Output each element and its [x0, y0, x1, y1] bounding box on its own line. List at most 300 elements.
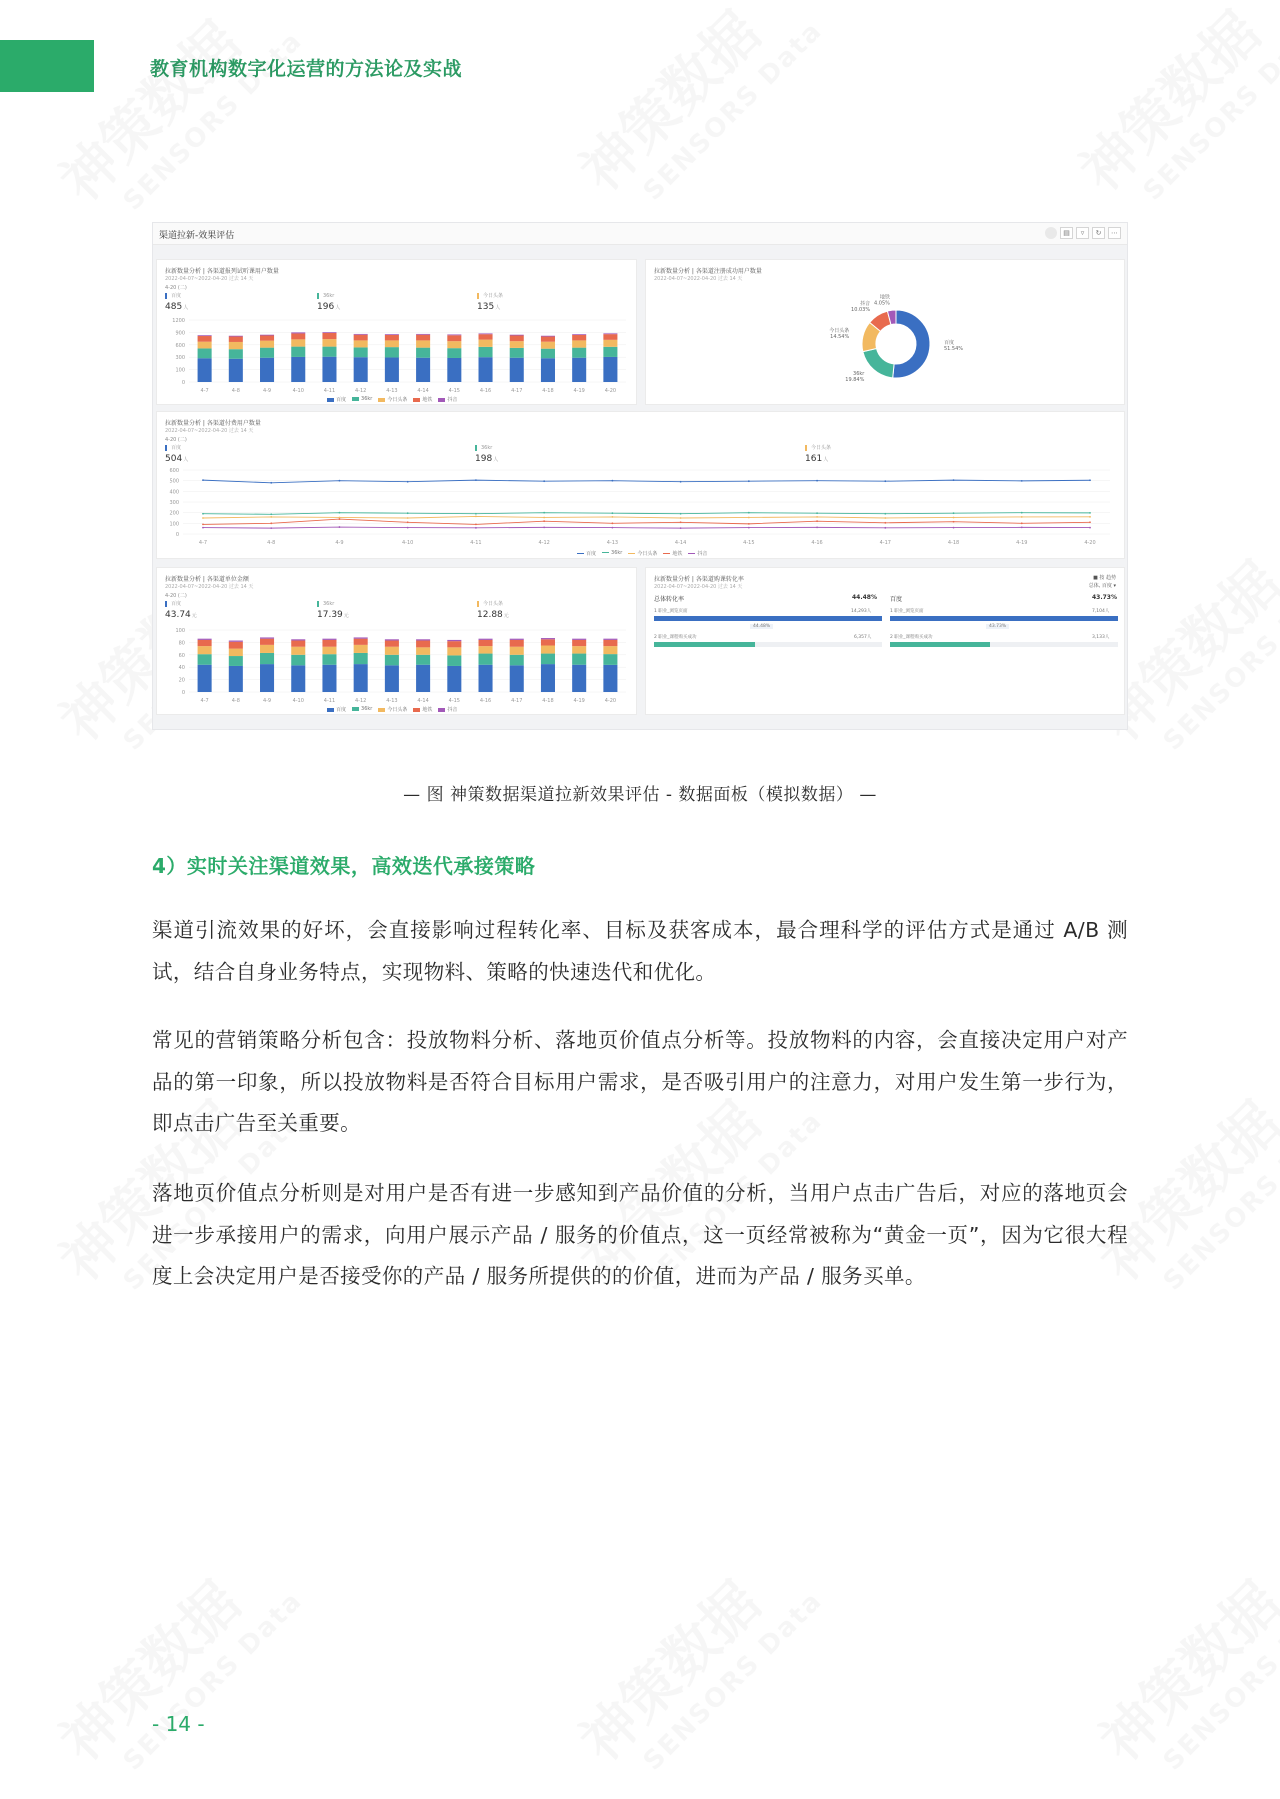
panel-title: 拉新数量分析 | 各渠道购课转化率: [654, 576, 744, 583]
panel-date: 4-20 (二): [165, 285, 187, 291]
legend-item[interactable]: 今日头条: [628, 550, 657, 557]
funnel-icon[interactable]: ▿: [1076, 227, 1089, 239]
data-point: [680, 513, 682, 515]
data-point: [339, 480, 341, 482]
bar-segment: [354, 357, 368, 382]
x-tick-label: 4-13: [386, 698, 398, 704]
stat-baidu: 百度 504人: [165, 445, 189, 464]
panel-date: 4-20 (二): [165, 593, 187, 599]
bar-segment: [603, 334, 617, 340]
legend-item[interactable]: 地铁: [413, 396, 432, 403]
x-tick-label: 4-10: [402, 540, 414, 546]
bar-segment: [385, 334, 399, 335]
x-tick-label: 4-7: [200, 698, 209, 704]
data-point: [816, 526, 818, 528]
x-tick-label: 4-17: [511, 388, 523, 394]
header-accent-bar: [0, 40, 94, 92]
bar-segment: [479, 334, 493, 339]
slice-value-label: 51.54%: [943, 346, 964, 353]
y-tick-label: 600: [175, 342, 185, 349]
slice-label: 今日头条: [829, 327, 850, 334]
data-point: [816, 520, 818, 522]
stat-baidu: 百度 43.74元: [165, 601, 197, 620]
panel-registered-users: [645, 259, 1125, 405]
bar-segment: [229, 359, 243, 382]
bar-segment: [385, 665, 399, 692]
data-point: [339, 512, 341, 514]
bar-segment: [572, 654, 586, 665]
x-tick-label: 4-11: [323, 388, 336, 394]
bar-segment: [572, 335, 586, 340]
data-point: [543, 512, 545, 514]
bar-segment: [416, 335, 430, 341]
bar-segment: [479, 357, 493, 382]
data-point: [339, 526, 341, 528]
chart-legend: [327, 706, 457, 713]
bar-segment: [260, 335, 274, 336]
y-tick-label: 0: [175, 532, 179, 538]
bar-segment: [447, 666, 461, 692]
bar-segment: [229, 336, 243, 337]
bar-segment: [291, 665, 305, 692]
bar-segment: [354, 653, 368, 664]
bar-segment: [510, 639, 524, 640]
data-point: [407, 517, 409, 519]
x-tick-label: 4-16: [479, 388, 492, 394]
slice-label: 百度: [943, 340, 954, 347]
data-point: [1021, 512, 1023, 514]
bar-segment: [198, 348, 212, 358]
bar-segment: [479, 347, 493, 357]
data-point: [475, 513, 477, 515]
funnel-count: 6,357人: [854, 635, 872, 640]
x-tick-label: 4-13: [606, 540, 619, 546]
bar-segment: [260, 639, 274, 645]
bar-segment: [479, 654, 493, 665]
legend-item[interactable]: 百度: [327, 396, 346, 403]
bar-segment: [479, 665, 493, 692]
filter-icon[interactable]: ▤: [1060, 227, 1073, 239]
bar-segment: [198, 639, 212, 640]
bar-segment: [229, 642, 243, 649]
data-point: [680, 481, 682, 483]
stat-36kr: 36kr 196人: [317, 293, 341, 312]
bar-segment: [385, 357, 399, 382]
bar-segment: [479, 640, 493, 646]
x-tick-label: 4-18: [542, 388, 554, 394]
bar-segment: [541, 336, 555, 337]
segment-dropdown[interactable]: 总体, 百度 ▾: [1088, 583, 1116, 589]
body-paragraph: 渠道引流效果的好坏，会直接影响过程转化率、目标及获客成本，最合理科学的评估方式是通过 A/B 测试，结合自身业务特点，实现物料、策略的快速迭代和优化。: [152, 918, 1128, 984]
watermark: [560, 1529, 829, 1798]
slice-value-label: 14.54%: [830, 333, 850, 340]
slice-value-label: 19.84%: [845, 377, 865, 384]
donut-chart: [646, 284, 1124, 404]
bar-segment: [198, 640, 212, 646]
bar-segment: [416, 639, 430, 640]
bar-segment: [198, 654, 212, 665]
data-point: [202, 479, 204, 481]
bar-segment: [322, 639, 336, 640]
bar-segment: [260, 664, 274, 692]
bar-segment: [416, 655, 430, 665]
y-tick-label: 0: [181, 380, 185, 386]
funnel-count: 14,293人: [851, 609, 872, 614]
bar-segment: [416, 358, 430, 382]
x-tick-label: 4-11: [470, 540, 482, 546]
more-icon[interactable]: [1045, 227, 1057, 239]
data-point: [884, 522, 886, 524]
x-tick-label: 4-14: [417, 698, 429, 704]
x-tick-label: 4-10: [292, 388, 304, 394]
data-point: [543, 520, 545, 522]
dashboard-toolbar: [1045, 227, 1121, 239]
bar-segment: [354, 664, 368, 692]
body-paragraph: 常见的营销策略分析包含：投放物料分析、落地页价值点分析等。投放物料的内容，会直接决定用户对产品的第一印象，所以投放物料是否符合目标用户需求，是否吸引用户的注意力，对用户发生第一步行为，即点击广告至关重要。: [152, 1028, 1128, 1135]
data-point: [748, 517, 750, 519]
bar-segment: [603, 640, 617, 646]
data-point: [1089, 521, 1091, 523]
x-tick-label: 4-8: [231, 698, 240, 704]
bar-segment: [229, 649, 243, 656]
bar-segment: [479, 333, 493, 334]
data-point: [816, 512, 818, 514]
y-tick-label: 200: [169, 510, 179, 517]
legend-item[interactable]: 抖音: [438, 706, 457, 713]
bar-segment: [510, 640, 524, 647]
bar-segment: [541, 358, 555, 382]
data-point: [339, 517, 341, 519]
bar-segment: [479, 340, 493, 347]
bar-segment: [229, 666, 243, 692]
x-tick-label: 4-8: [267, 540, 276, 546]
bar-segment: [354, 645, 368, 653]
x-tick-label: 4-9: [335, 540, 344, 546]
data-point: [407, 512, 409, 514]
data-point: [1021, 480, 1023, 482]
section-heading: 4）实时关注渠道效果，高效迭代承接策略: [152, 854, 536, 878]
x-tick-label: 4-12: [354, 388, 367, 394]
bar-segment: [603, 654, 617, 665]
stacked-bar-chart: [157, 316, 636, 396]
refresh-icon[interactable]: ↻: [1092, 227, 1105, 239]
legend-item[interactable]: 今日头条: [378, 706, 407, 713]
x-tick-label: 4-7: [200, 388, 209, 394]
segment-label: 百度: [890, 596, 903, 603]
watermark: [40, 1529, 309, 1798]
bar-segment: [603, 340, 617, 347]
legend-item[interactable]: 36kr: [602, 550, 622, 557]
data-point: [953, 527, 955, 529]
bar-segment: [385, 647, 399, 655]
bar-segment: [603, 357, 617, 382]
bar-segment: [541, 646, 555, 654]
bar-segment: [603, 646, 617, 654]
data-point: [611, 512, 613, 514]
data-point: [748, 512, 750, 514]
bar-segment: [291, 357, 305, 382]
funnel-bar-step1: [654, 616, 882, 621]
bar-segment: [198, 336, 212, 342]
step-conversion: 44.48%: [750, 624, 773, 629]
bar-segment: [385, 641, 399, 647]
bar-segment: [447, 348, 461, 358]
x-tick-label: 4-14: [674, 540, 687, 546]
stat-toutiao: 今日头条 135人: [477, 293, 504, 312]
dashboard-image: [152, 222, 1128, 730]
bar-segment: [447, 641, 461, 647]
bar-segment: [291, 647, 305, 655]
bar-segment: [510, 665, 524, 692]
x-tick-label: 4-19: [573, 698, 585, 704]
bar-segment: [322, 333, 336, 339]
bar-segment: [541, 349, 555, 359]
x-tick-label: 4-15: [448, 388, 461, 394]
y-tick-label: 300: [175, 355, 185, 362]
bar-segment: [229, 337, 243, 342]
x-tick-label: 4-9: [262, 698, 272, 704]
panel-subtitle: 2022-04-07~2022-04-20 过去 14 天: [654, 584, 743, 590]
bar-segment: [260, 341, 274, 348]
bar-segment: [198, 342, 212, 349]
legend-item[interactable]: 抖音: [438, 396, 457, 403]
bar-segment: [354, 639, 368, 645]
bar-segment: [510, 647, 524, 655]
stat-toutiao: 今日头条 12.88元: [477, 601, 509, 620]
x-tick-label: 4-17: [511, 698, 523, 704]
bar-segment: [447, 647, 461, 655]
data-point: [953, 521, 955, 523]
dashboard-header: [153, 223, 1127, 245]
bar-segment: [447, 341, 461, 348]
y-tick-label: 500: [169, 478, 179, 485]
bar-segment: [260, 348, 274, 358]
x-tick-label: 4-20: [604, 698, 617, 704]
watermark: [1080, 1529, 1280, 1798]
bar-segment: [198, 335, 212, 336]
bar-segment: [510, 336, 524, 342]
y-tick-label: 40: [178, 665, 185, 672]
x-tick-label: 4-12: [354, 698, 367, 704]
segment-rate: 43.73%: [1092, 594, 1117, 601]
data-point: [611, 527, 613, 529]
funnel-step: 2 职业_课程购买成功: [890, 635, 933, 640]
data-point: [1089, 516, 1091, 518]
bar-segment: [291, 655, 305, 666]
funnel-bar-step1: [890, 616, 1118, 621]
bar-segment: [385, 639, 399, 640]
bar-segment: [322, 347, 336, 357]
bar-segment: [572, 348, 586, 358]
bar-segment: [541, 342, 555, 349]
slice-value-label: 10.03%: [851, 306, 871, 313]
legend-item[interactable]: 地铁: [663, 550, 682, 557]
line-chart: [157, 466, 1124, 548]
bar-segment: [385, 347, 399, 357]
data-point: [543, 480, 545, 482]
bar-segment: [322, 640, 336, 647]
data-point: [202, 524, 204, 526]
chart-legend: [327, 396, 457, 403]
data-point: [407, 521, 409, 523]
data-point: [680, 521, 682, 523]
bar-segment: [572, 340, 586, 347]
x-tick-label: 4-20: [1084, 540, 1096, 546]
bar-segment: [229, 656, 243, 666]
x-tick-label: 4-19: [573, 388, 585, 394]
data-point: [816, 480, 818, 482]
data-point: [953, 512, 955, 514]
y-tick-label: 600: [169, 468, 179, 474]
chart-legend: [577, 550, 707, 557]
bar-segment: [510, 341, 524, 348]
bar-segment: [260, 637, 274, 638]
legend-item[interactable]: 36kr: [352, 706, 372, 713]
data-point: [611, 516, 613, 518]
data-point: [680, 527, 682, 529]
bar-segment: [291, 641, 305, 647]
panel-subtitle: 2022-04-07~2022-04-20 过去 14 天: [165, 276, 254, 282]
data-point: [475, 524, 477, 526]
panel-title: 拉新数量分析 | 各渠道单位金额: [165, 576, 249, 583]
bar-segment: [229, 342, 243, 349]
funnel-step: 2 职业_课程购买成功: [654, 635, 697, 640]
bar-segment: [291, 347, 305, 357]
watermark: [1060, 0, 1280, 228]
bar-segment: [322, 654, 336, 665]
panel-subtitle: 2022-04-07~2022-04-20 过去 14 天: [165, 428, 254, 434]
data-point: [748, 480, 750, 482]
panel-unit-amount: [156, 567, 637, 715]
panel-subtitle: 2022-04-07~2022-04-20 过去 14 天: [654, 276, 743, 282]
series-line: [203, 516, 1090, 518]
bar-segment: [447, 358, 461, 382]
x-tick-label: 4-8: [231, 388, 240, 394]
bar-segment: [479, 646, 493, 653]
bar-segment: [510, 335, 524, 336]
x-tick-label: 4-19: [1016, 540, 1028, 546]
bar-segment: [572, 646, 586, 653]
bar-segment: [541, 664, 555, 692]
data-point: [611, 522, 613, 524]
data-point: [1021, 522, 1023, 524]
page-number: - 14 -: [152, 1712, 205, 1736]
legend-item[interactable]: 抖音: [688, 550, 707, 557]
x-tick-label: 4-9: [262, 388, 272, 394]
y-tick-label: 60: [178, 652, 185, 659]
x-tick-label: 4-16: [479, 698, 492, 704]
bar-segment: [541, 654, 555, 665]
panel-date: 4-20 (二): [165, 437, 187, 443]
overall-rate: 44.48%: [852, 594, 877, 601]
legend-item[interactable]: 今日头条: [378, 396, 407, 403]
stat-36kr: 36kr 198人: [475, 445, 499, 464]
y-tick-label: 80: [178, 640, 185, 647]
bar-segment: [416, 334, 430, 335]
x-tick-label: 4-7: [198, 540, 208, 546]
body-paragraph: 落地页价值点分析则是对用户是否有进一步感知到产品价值的分析，当用户点击广告后，对应的落地页会进一步承接用户的需求，向用户展示产品 / 服务的价值点，这一页经常被称为“黄金一页”，因为它很大程度上会决定用户是否接受你的产品 / 服务所提供的的价值，进而为产品 / 服务买单。: [152, 1181, 1128, 1288]
funnel-bar-step2: [654, 642, 755, 647]
y-tick-label: 20: [178, 677, 185, 684]
panel-title: 拉新数量分析 | 各渠道报列试听课用户数量: [165, 268, 279, 275]
ellipsis-icon[interactable]: ⋯: [1108, 227, 1121, 239]
bar-segment: [322, 357, 336, 382]
x-tick-label: 4-18: [542, 698, 554, 704]
x-tick-label: 4-10: [292, 698, 304, 704]
bar-segment: [229, 641, 243, 642]
data-point: [202, 517, 204, 519]
legend-item[interactable]: 36kr: [352, 396, 372, 403]
x-tick-label: 4-11: [323, 698, 336, 704]
pie-slice: [863, 349, 894, 378]
dashboard-title: 渠道拉新-效果评估: [159, 231, 235, 241]
watermark: [560, 0, 829, 228]
bar-segment: [322, 339, 336, 346]
data-point: [1021, 516, 1023, 518]
pie-slice: [893, 310, 930, 378]
data-point: [1021, 526, 1023, 528]
x-tick-label: 4-15: [743, 540, 755, 546]
data-point: [884, 480, 886, 482]
bar-segment: [322, 647, 336, 654]
y-tick-label: 100: [169, 521, 179, 528]
step-conversion: 43.73%: [986, 624, 1009, 629]
bar-segment: [572, 665, 586, 692]
legend-item[interactable]: 百度: [577, 550, 596, 557]
panel-trial-users: [156, 259, 637, 405]
legend-item[interactable]: 地铁: [413, 706, 432, 713]
panel-title: 拉新数量分析 | 各渠道付费用户数量: [165, 420, 261, 427]
data-point: [748, 527, 750, 529]
stat-36kr: 36kr 17.39元: [317, 601, 349, 620]
x-tick-label: 4-13: [386, 388, 398, 394]
data-point: [475, 527, 477, 529]
bar-segment: [479, 639, 493, 640]
bar-segment: [603, 347, 617, 357]
bar-segment: [354, 637, 368, 638]
y-tick-label: 300: [169, 500, 179, 506]
data-point: [953, 517, 955, 519]
funnel-step: 1 职业_浏览页面: [654, 609, 688, 614]
funnel-count: 7,104人: [1092, 609, 1110, 614]
view-toggle[interactable]: ■ 按 趋势: [1093, 575, 1116, 581]
bar-segment: [260, 645, 274, 653]
y-tick-label: 1200: [172, 318, 185, 324]
legend-item[interactable]: 百度: [327, 706, 346, 713]
data-point: [270, 527, 272, 529]
data-point: [270, 513, 272, 515]
bar-segment: [510, 358, 524, 382]
series-line: [203, 519, 1090, 524]
slice-label: 抖音: [860, 300, 871, 307]
bar-segment: [447, 640, 461, 641]
bar-segment: [385, 340, 399, 347]
data-point: [884, 513, 886, 515]
series-line: [203, 527, 1090, 528]
bar-segment: [291, 339, 305, 346]
x-tick-label: 4-16: [811, 540, 823, 546]
document-header-title: 教育机构数字化运营的方法论及实战: [150, 58, 463, 80]
bar-segment: [541, 639, 555, 645]
x-tick-label: 4-20: [604, 388, 617, 394]
data-point: [884, 527, 886, 529]
bar-segment: [603, 333, 617, 334]
x-tick-label: 4-17: [879, 540, 891, 546]
bar-segment: [416, 641, 430, 648]
data-point: [611, 480, 613, 482]
data-point: [407, 527, 409, 529]
y-tick-label: 400: [169, 489, 179, 496]
